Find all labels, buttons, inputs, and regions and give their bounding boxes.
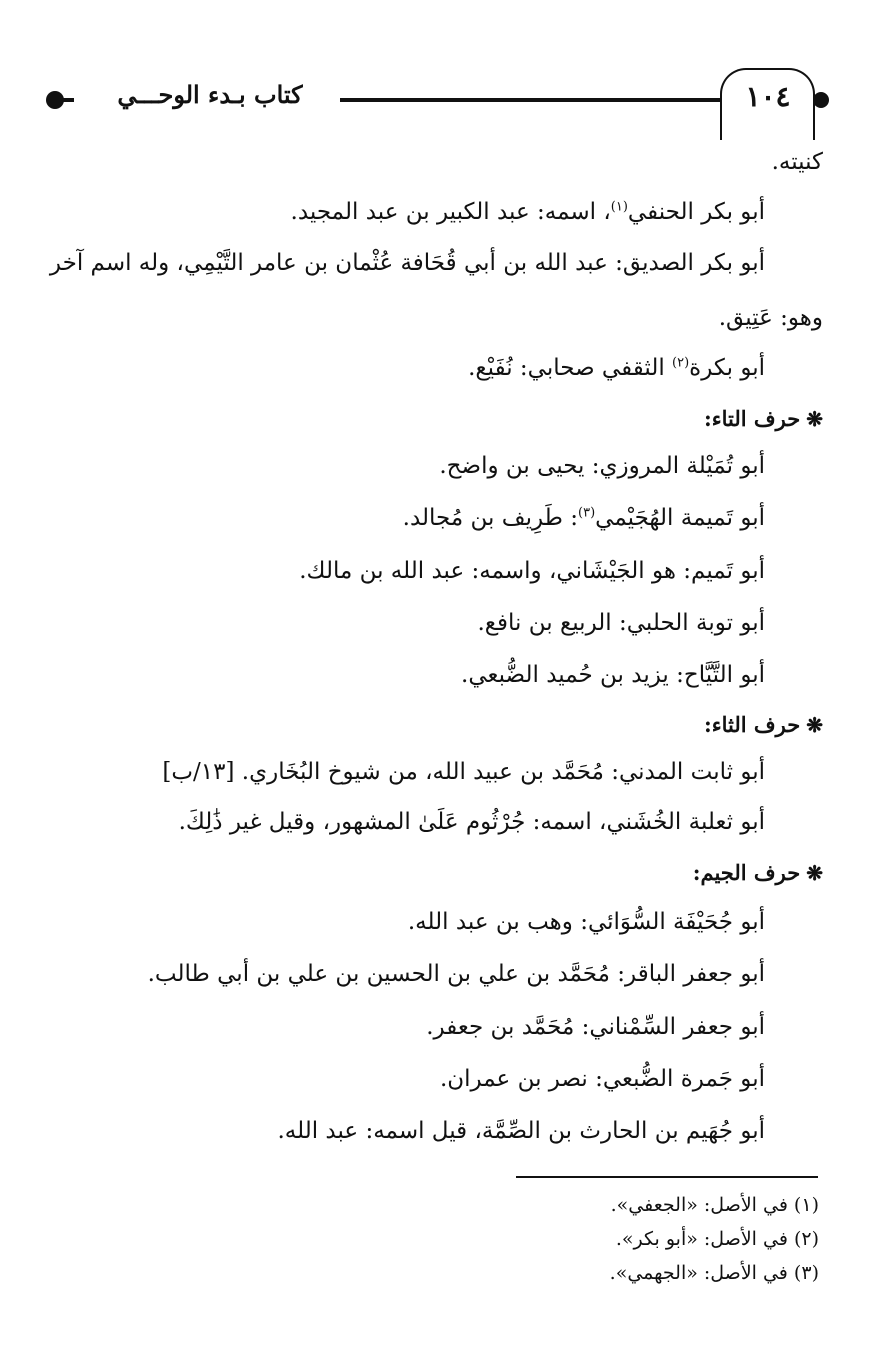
page-number: ١٠٤ [745, 80, 791, 113]
text-line: أبو التَّيَّاح: يزيد بن حُميد الضُّبعي. [461, 662, 765, 688]
header-ornament-dot [46, 91, 64, 109]
text-line: أبو ثابت المدني: مُحَمَّد بن عبيد الله، من شيوخ البُخَاري. [١٣/ب] [162, 759, 765, 785]
section-heading-text: حرف الجيم: [692, 860, 801, 885]
text-line: أبو جعفر الباقر: مُحَمَّد بن علي بن الحسين بن علي بن أبي طالب. [147, 961, 765, 987]
text-line: أبو توبة الحلبي: الربيع بن نافع. [477, 610, 765, 636]
text-line: أبو جعفر السِّمْناني: مُحَمَّد بن جعفر. [426, 1014, 765, 1040]
section-heading-text: حرف التاء: [703, 406, 801, 431]
text-line [468, 352, 765, 384]
text-line: أبو جُهَيم بن الحارث بن الصِّمَّة، قيل اسمه: عبد الله. [277, 1118, 765, 1144]
text-line [291, 196, 765, 228]
asterism-icon: ❋ [806, 713, 823, 737]
text-segment: : طَرِيف بن مُجالد. [402, 505, 579, 531]
footnote-ref: (٢) [672, 355, 690, 371]
footnote-ref: (٣) [578, 505, 596, 521]
text-line: أبو تَميم: هو الجَيْشَاني، واسمه: عبد الله بن مالك. [299, 558, 765, 584]
page-header [0, 0, 879, 140]
text-line: كنيته. [771, 149, 823, 175]
text-line [403, 502, 765, 534]
text-segment: الثقفي صحابي: نُفَيْع. [468, 355, 673, 381]
asterism-icon: ❋ [806, 861, 823, 885]
text-line: أبو تُمَيْلة المروزي: يحيى بن واضح. [439, 453, 765, 479]
text-segment: أبو بكرة [689, 355, 765, 381]
footnote: (٣) في الأصل: «الجهمي». [609, 1262, 819, 1284]
text-line: أبو جَمرة الضُّبعي: نصر بن عمران. [439, 1066, 765, 1092]
section-heading [704, 404, 823, 434]
text-line: أبو جُحَيْفَة السُّوَائي: وهب بن عبد الله. [407, 909, 765, 935]
header-ornament-dot [813, 92, 829, 108]
header-rule [340, 98, 720, 102]
footnote: (٢) في الأصل: «أبو بكر». [615, 1228, 819, 1250]
asterism-icon: ❋ [806, 407, 823, 431]
section-heading-text: حرف الثاء: [703, 712, 801, 737]
text-line: أبو ثعلبة الخُشَني، اسمه: جُرْثُوم عَلَىٰ المشهور، وقيل غير ذَٰلِكَ. [178, 809, 765, 835]
footnote-separator [516, 1176, 818, 1178]
running-title: كتاب بـدء الوحـــي [117, 80, 303, 109]
text-segment: أبو بكر الحنفي [627, 199, 765, 225]
footnote: (١) في الأصل: «الجعفي». [610, 1194, 819, 1216]
footnote-ref: (١) [610, 199, 628, 215]
text-line: وهو: عَتِيق. [718, 305, 823, 331]
section-heading [693, 858, 823, 888]
text-segment: ، اسمه: عبد الكبير بن عبد المجيد. [290, 199, 611, 225]
section-heading [704, 710, 823, 740]
text-segment: أبو تَميمة الهُجَيْمي [595, 505, 765, 531]
text-line: أبو بكر الصديق: عبد الله بن أبي قُحَافة عُثْمان بن عامر التَّيْمِي، وله اسم آخر [49, 250, 765, 276]
